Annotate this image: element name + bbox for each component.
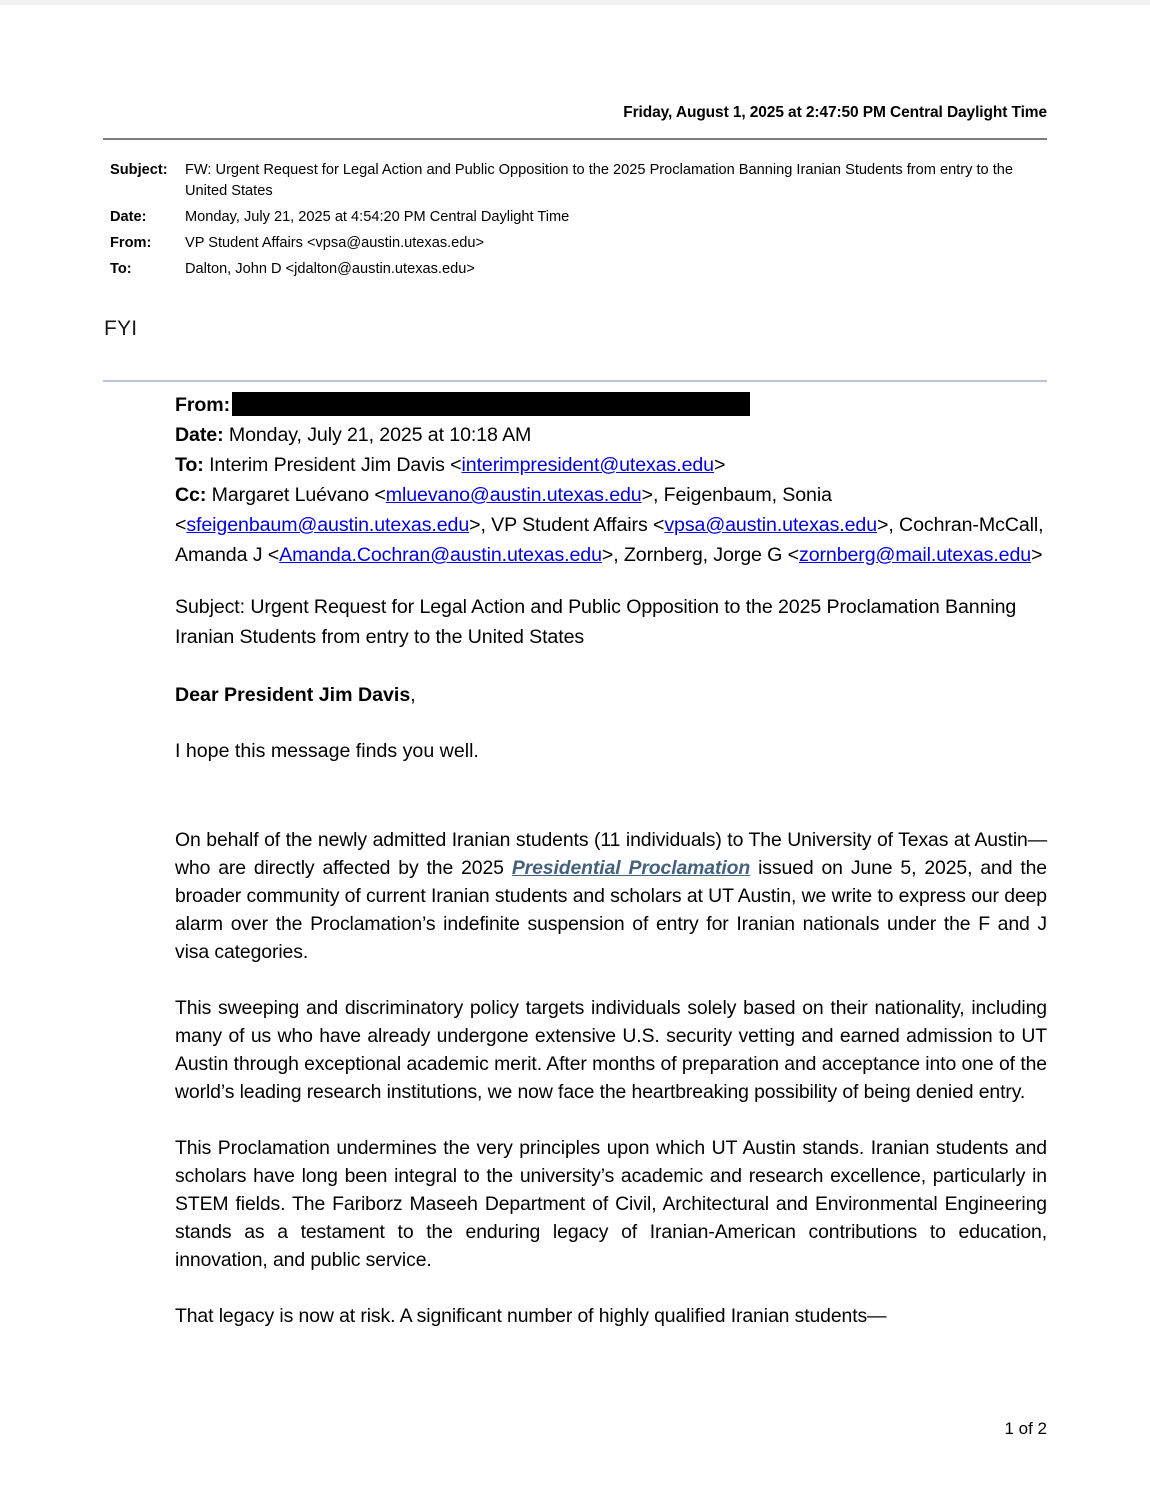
greeting-line: I hope this message finds you well. bbox=[175, 740, 479, 762]
email-link-sfeigenbaum[interactable]: sfeigenbaum@austin.utexas.edu bbox=[186, 514, 470, 536]
quoted-from-label: From: bbox=[175, 394, 231, 416]
quoted-message bbox=[175, 390, 1047, 1330]
redacted-sender-bar bbox=[232, 392, 750, 416]
email-link-zornberg[interactable]: zornberg@mail.utexas.edu bbox=[799, 544, 1032, 566]
envelope-date-label: Date: bbox=[110, 209, 147, 225]
quoted-cc-label: Cc: bbox=[175, 484, 207, 506]
salutation bbox=[175, 680, 1047, 710]
envelope-to-value: Dalton, John D <jdalton@austin.utexas.edu> bbox=[185, 261, 475, 277]
envelope-row-to bbox=[110, 259, 1050, 280]
body-paragraph-1-part-1: On behalf of the newly admitted Iranian students (11 individuals) to The University of Texas at Austin—who are directly affected by the 2025 bbox=[175, 829, 1047, 879]
quoted-subject-value: Urgent Request for Legal Action and Public Opposition to the 2025 Proclamation Banning Iranian Students from entry to the United States bbox=[175, 596, 1017, 648]
envelope-subject-label: Subject: bbox=[110, 162, 168, 178]
email-link-interimpresident[interactable]: interimpresident@utexas.edu bbox=[461, 454, 714, 476]
forward-note: FYI bbox=[104, 317, 138, 340]
envelope-row-from bbox=[110, 233, 1050, 254]
envelope-header bbox=[110, 160, 1050, 285]
quoted-cc-part-2: >, Feigenbaum, Sonia < bbox=[175, 484, 832, 536]
envelope-from-value: VP Student Affairs <vpsa@austin.utexas.edu> bbox=[185, 235, 485, 251]
salutation-name: Dear President Jim Davis bbox=[175, 684, 411, 706]
envelope-row-subject bbox=[110, 160, 1050, 202]
quoted-to-line bbox=[175, 450, 1047, 480]
quoted-cc-part-10: > bbox=[1031, 544, 1043, 566]
quoted-cc-line bbox=[175, 480, 1047, 570]
presidential-proclamation-link[interactable]: Presidential Proclamation bbox=[511, 857, 751, 879]
email-link-vpsa[interactable]: vpsa@austin.utexas.edu bbox=[664, 514, 878, 536]
quoted-cc-part-4: >, VP Student Affairs < bbox=[469, 514, 665, 536]
envelope-date-value: Monday, July 21, 2025 at 4:54:20 PM Central Daylight Time bbox=[185, 209, 570, 225]
body-paragraph-4: That legacy is now at risk. A significant number of highly qualified Iranian students— bbox=[175, 1305, 887, 1327]
body-paragraph-3: This Proclamation undermines the very principles upon which UT Austin stands. Iranian students and scholars have long been integral to the university’s academic and research excellence, particularly in STEM fields. The Fariborz Maseeh Department of Civil, Architectural and Environmental Engineering stands as a testament to the enduring legacy of Iranian-American contributions to education, innovation, and public service. bbox=[175, 1137, 1047, 1271]
quoted-cc-part-0: Margaret Luévano < bbox=[211, 484, 386, 506]
quoted-from-line bbox=[175, 390, 1047, 420]
quoted-subject-line bbox=[175, 592, 1047, 652]
page-indicator: 1 of 2 bbox=[1004, 1419, 1047, 1438]
quoted-date-line bbox=[175, 420, 1047, 450]
header-divider-rule bbox=[103, 138, 1047, 140]
quoted-date-value: Monday, July 21, 2025 at 10:18 AM bbox=[228, 424, 532, 446]
envelope-subject-value: FW: Urgent Request for Legal Action and Public Opposition to the 2025 Proclamation Banning Iranian Students from entry to the United States bbox=[185, 162, 1014, 199]
body-paragraph-1 bbox=[175, 826, 1047, 966]
quoted-subject-label: Subject: bbox=[175, 596, 245, 618]
page-top-strip bbox=[0, 0, 1150, 5]
body-paragraph-1-part-2: issued on June 5, 2025, and the broader community of current Iranian students and scholars at UT Austin, we write to express our deep alarm over the Proclamation’s indefinite suspension of entry for Iranian nationals under the F and J visa categories. bbox=[175, 857, 1047, 963]
body-paragraph-2: This sweeping and discriminatory policy targets individuals solely based on their nationality, including many of us who have already undergone extensive U.S. security vetting and earned admission to UT Austin through exceptional academic merit. After months of preparation and acceptance into one of the world’s leading research institutions, we now face the heartbreaking possibility of being denied entry. bbox=[175, 997, 1047, 1103]
email-link-amanda-cochran[interactable]: Amanda.Cochran@austin.utexas.edu bbox=[279, 544, 602, 566]
quoted-cc-part-8: >, Zornberg, Jorge G < bbox=[601, 544, 799, 566]
salutation-comma: , bbox=[410, 684, 416, 706]
quoted-to-tail: > bbox=[713, 454, 726, 476]
quoted-cc-part-6: >, Cochran-McCall, Amanda J < bbox=[175, 514, 1044, 566]
envelope-from-label: From: bbox=[110, 235, 152, 251]
envelope-to-label: To: bbox=[110, 261, 132, 277]
quoted-date-label: Date: bbox=[175, 424, 224, 446]
quoted-header bbox=[175, 390, 1047, 570]
quoted-message-divider-rule bbox=[103, 380, 1047, 382]
email-link-mluevano[interactable]: mluevano@austin.utexas.edu bbox=[385, 484, 642, 506]
quoted-to-name: Interim President Jim Davis < bbox=[209, 454, 462, 476]
print-timestamp: Friday, August 1, 2025 at 2:47:50 PM Central Daylight Time bbox=[623, 104, 1047, 121]
quoted-to-label: To: bbox=[175, 454, 204, 476]
envelope-row-date bbox=[110, 207, 1050, 228]
